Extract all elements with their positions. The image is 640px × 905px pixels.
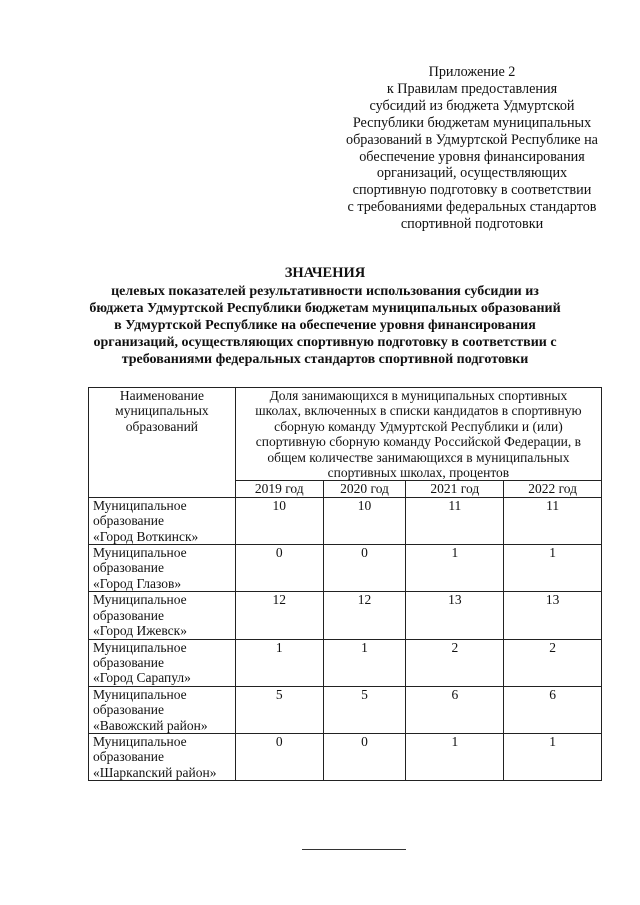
value-cell: 5 xyxy=(323,686,406,733)
appendix-line: Республики бюджетам муниципальных xyxy=(352,114,592,131)
municipality-name: Муниципальное образование «Город Воткинск» xyxy=(89,497,236,544)
heading-line: организаций, осуществляющих спортивную подготовку в соответствии с xyxy=(93,335,557,350)
table-row xyxy=(89,733,602,780)
municipality-name: Муниципальное образование «Город Сарапул» xyxy=(89,639,236,686)
value-cell: 0 xyxy=(323,733,406,780)
value-cell: 12 xyxy=(235,592,323,639)
value-cell: 0 xyxy=(235,545,323,592)
name-column-header: Наименование муниципальных образований xyxy=(89,388,236,498)
appendix-line: Приложение 2 xyxy=(428,64,516,80)
value-cell: 6 xyxy=(504,686,602,733)
value-cell: 13 xyxy=(406,592,504,639)
document-title: ЗНАЧЕНИЯ xyxy=(284,265,366,281)
value-cell: 1 xyxy=(406,733,504,780)
table-row xyxy=(89,592,602,639)
footer-divider xyxy=(302,849,406,850)
indicators-table xyxy=(88,387,602,781)
heading-line: целевых показателей результативности использования субсидии из xyxy=(111,284,539,299)
appendix-line: с требованиями федеральных стандартов xyxy=(347,199,597,216)
table-row xyxy=(89,545,602,592)
value-cell: 1 xyxy=(504,545,602,592)
table-row xyxy=(89,497,602,544)
municipality-name: Муниципальное образование «Вавожский район» xyxy=(89,686,236,733)
document-heading xyxy=(80,265,570,368)
appendix-line: обеспечение уровня финансирования xyxy=(359,148,585,165)
value-cell: 5 xyxy=(235,686,323,733)
heading-line: в Удмуртской Республике на обеспечение уровня финансирования xyxy=(114,318,536,333)
year-header: 2021 год xyxy=(406,481,504,497)
value-cell: 11 xyxy=(504,497,602,544)
value-cell: 1 xyxy=(235,639,323,686)
value-cell: 10 xyxy=(323,497,406,544)
appendix-line: спортивную подготовку в соответствии xyxy=(352,182,592,199)
value-cell: 11 xyxy=(406,497,504,544)
appendix-line: к Правилам предоставления xyxy=(386,80,558,97)
value-cell: 1 xyxy=(323,639,406,686)
value-cell: 13 xyxy=(504,592,602,639)
table-row xyxy=(89,639,602,686)
appendix-line: спортивной подготовки xyxy=(400,216,544,233)
heading-line: бюджета Удмуртской Республики бюджетам муниципальных образований xyxy=(89,301,561,316)
year-header: 2019 год xyxy=(235,481,323,497)
year-header: 2020 год xyxy=(323,481,406,497)
year-header: 2022 год xyxy=(504,481,602,497)
municipality-name: Муниципальное образование «Город Глазов» xyxy=(89,545,236,592)
value-cell: 0 xyxy=(235,733,323,780)
value-cell: 6 xyxy=(406,686,504,733)
value-cell: 1 xyxy=(406,545,504,592)
appendix-line: организаций, осуществляющих xyxy=(376,165,568,182)
value-cell: 12 xyxy=(323,592,406,639)
heading-line: требованиями федеральных стандартов спортивной подготовки xyxy=(121,352,529,367)
value-cell: 1 xyxy=(504,733,602,780)
table-row xyxy=(89,686,602,733)
appendix-header xyxy=(336,64,608,233)
municipality-name: Муниципальное образование «Город Ижевск» xyxy=(89,592,236,639)
value-cell: 0 xyxy=(323,545,406,592)
value-cell: 10 xyxy=(235,497,323,544)
appendix-line: образований в Удмуртской Республике на xyxy=(346,131,598,148)
value-cell: 2 xyxy=(406,639,504,686)
municipality-name: Муниципальное образование «Шаркanский район» xyxy=(89,733,236,780)
indicator-column-header: Доля занимающихся в муниципальных спортивных школах, включенных в списки кандидатов в спортивную сборную команду Удмуртской Республики и (или) спортивную сборную команду Российской Федерации, в общем количестве занимающихся в муниципальных спортивных школах, процентов xyxy=(235,388,601,481)
value-cell: 2 xyxy=(504,639,602,686)
appendix-line: субсидий из бюджета Удмуртской xyxy=(369,97,575,114)
